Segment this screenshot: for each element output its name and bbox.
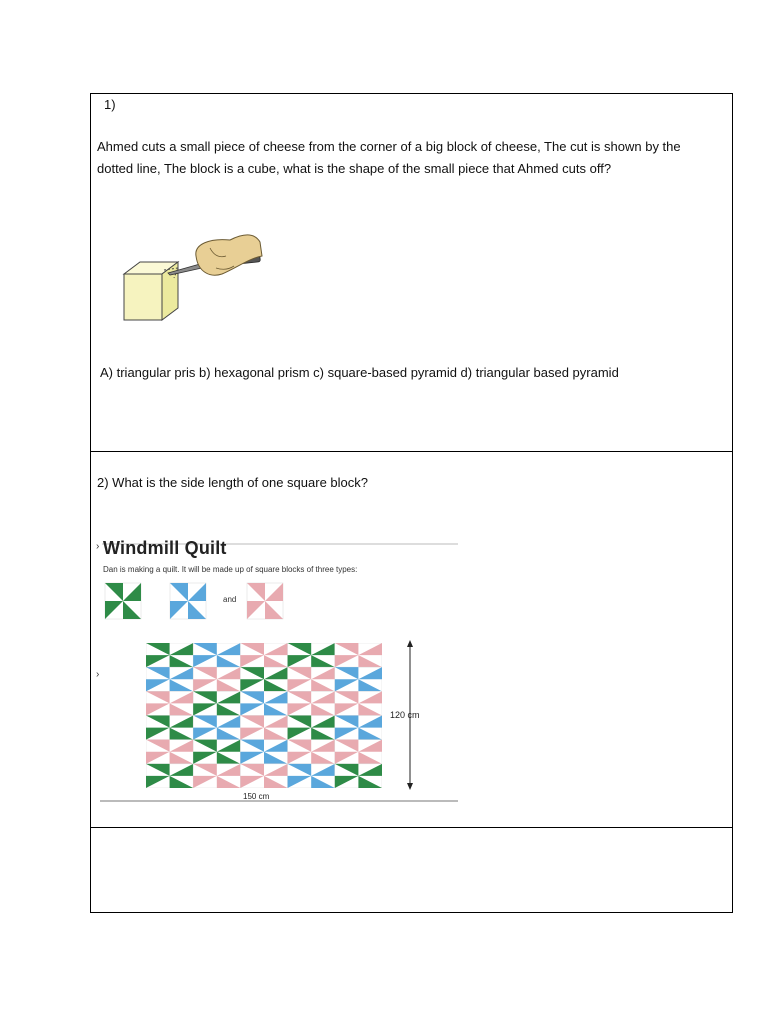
height-dimension-label: 120 cm: [390, 710, 420, 720]
row-divider-1: [90, 451, 733, 452]
cheese-cut-illustration: [118, 228, 278, 328]
block-types-and-label: and: [223, 595, 237, 604]
quilt-block-green: [193, 691, 240, 715]
quilt-block-pink: [240, 716, 287, 740]
quilt-block-green: [240, 667, 287, 691]
quilt-block-green: [146, 643, 193, 667]
quilt-block-blue: [146, 667, 193, 691]
row-divider-2: [90, 827, 733, 828]
quilt-subtitle: Dan is making a quilt. It will be made up of square blocks of three types:: [103, 565, 358, 574]
quilt-block-pink: [335, 643, 382, 667]
quilt-block-blue: [240, 740, 287, 764]
width-dimension-label: 150 cm: [243, 792, 270, 800]
question-1-answer-choices: A) triangular pris b) hexagonal prism c) square-based pyramid d) triangular based pyramid: [100, 365, 619, 380]
quilt-block-blue: [193, 716, 240, 740]
question-1-number: 1): [104, 97, 116, 112]
quilt-block-blue: [335, 667, 382, 691]
quilt-block-blue: [335, 716, 382, 740]
block-type-pink: [247, 583, 283, 619]
quilt-grid: [146, 643, 382, 788]
svg-text:›: ›: [96, 541, 100, 552]
block-types: [104, 582, 299, 620]
quilt-block-pink: [288, 740, 335, 764]
quilt-block-pink: [335, 740, 382, 764]
svg-text:›: ›: [96, 669, 100, 680]
quilt-block-green: [146, 716, 193, 740]
block-type-green: [105, 583, 141, 619]
quilt-title: Windmill Quilt: [103, 538, 227, 558]
question-2-text: 2) What is the side length of one square block?: [97, 475, 368, 490]
quilt-block-pink: [146, 740, 193, 764]
quilt-block-pink: [288, 667, 335, 691]
quilt-block-blue: [193, 643, 240, 667]
quilt-block-pink: [146, 691, 193, 715]
quilt-block-pink: [240, 643, 287, 667]
quilt-block-pink: [193, 667, 240, 691]
quilt-block-green: [193, 740, 240, 764]
quilt-block-green: [288, 716, 335, 740]
quilt-block-blue: [240, 691, 287, 715]
question-1-text: Ahmed cuts a small piece of cheese from the corner of a big block of cheese, The cut is shown by the dotted line, The block is a cube, what is the shape of the small piece that Ahmed cuts off?: [97, 139, 681, 176]
quilt-block-green: [335, 764, 382, 788]
quilt-block-pink: [335, 691, 382, 715]
quilt-block-green: [288, 643, 335, 667]
quilt-block-pink: [193, 764, 240, 788]
quilt-block-pink: [288, 691, 335, 715]
quilt-block-pink: [240, 764, 287, 788]
block-type-blue: [170, 583, 206, 619]
quilt-block-blue: [288, 764, 335, 788]
quilt-block-green: [146, 764, 193, 788]
